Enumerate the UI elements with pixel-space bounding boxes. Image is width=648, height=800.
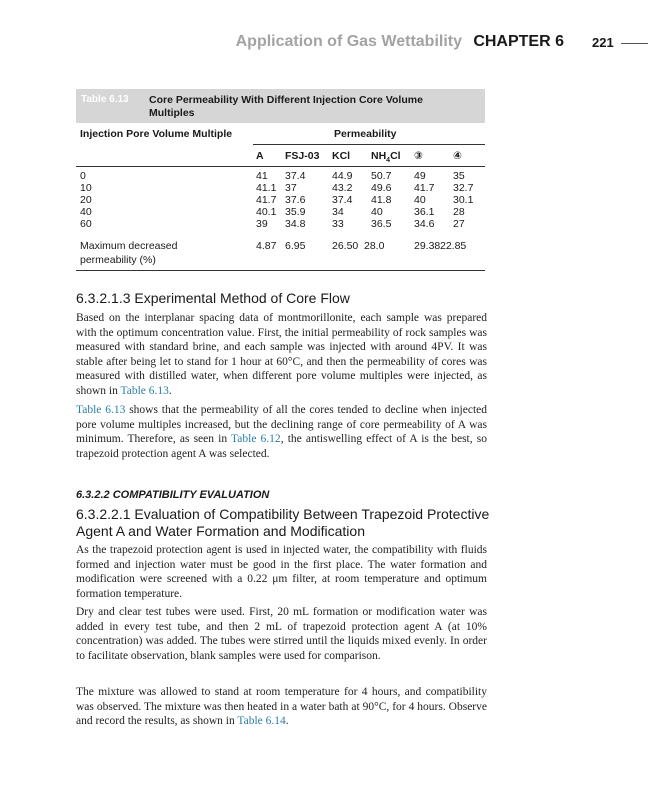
summary-label-1: Maximum decreased [80, 240, 178, 252]
row-2-a: 41.7 [256, 194, 277, 206]
paragraph-core-flow-result: Table 6.13 shows that the permeability of all the cores tended to decline when injected pore volume multiples increased, but the declining range of core permeability of A was minimum. Therefore, as seen in Table 6.12, the antiswelling effect of A is the best, so trapezoid protection agent A was selected. [76, 404, 487, 460]
col-header-a: A [256, 150, 264, 162]
row-0-c3: 49 [414, 170, 426, 182]
row-3-kcl: 34 [332, 206, 344, 218]
row-1-a: 41.1 [256, 182, 277, 194]
row-0-a: 41 [256, 170, 268, 182]
subsection-heading-compatibility: 6.3.2.2.1 Evaluation of Compatibility Between Trapezoid Protective Agent A and Water Formation and Modification [76, 506, 490, 539]
row-1-c4: 32.7 [453, 182, 474, 194]
col-header-fsj03: FSJ-03 [285, 150, 320, 162]
row-4-pv: 60 [80, 218, 92, 230]
row-1-nh4cl: 49.6 [371, 182, 392, 194]
group-rule [253, 144, 485, 145]
table-label: Table 6.13 [81, 94, 129, 105]
summary-kcl: 26.50 [332, 240, 359, 252]
row-1-pv: 10 [80, 182, 92, 194]
running-header [0, 33, 648, 53]
row-1-c3: 41.7 [414, 182, 435, 194]
col-header-injection: Injection Pore Volume Multiple [80, 128, 233, 140]
table-bottom-rule [76, 270, 485, 271]
row-2-c4: 30.1 [453, 194, 474, 206]
col-header-3: ③ [414, 150, 423, 162]
row-0-pv: 0 [80, 170, 86, 182]
row-2-pv: 20 [80, 194, 92, 206]
table-title: Core Permeability With Different Injection Core Volume Multiples [149, 94, 423, 119]
row-0-c4: 35 [453, 170, 465, 182]
row-2-nh4cl: 41.8 [371, 194, 392, 206]
row-4-c3: 34.6 [414, 218, 435, 230]
row-2-kcl: 37.4 [332, 194, 353, 206]
row-1-kcl: 43.2 [332, 182, 353, 194]
paragraph-observation: The mixture was allowed to stand at room temperature for 4 hours, and compatibility was observed. The mixture was then heated in a water bath at 90°C, for 4 hours. Observe and record the results, as shown in Table 6.14. [76, 686, 487, 728]
summary-c4: 22.85 [440, 240, 467, 252]
row-4-a: 39 [256, 218, 268, 230]
row-0-nh4cl: 50.7 [371, 170, 392, 182]
table-6-14-link[interactable]: Table 6.14 [237, 715, 286, 728]
row-3-nh4cl: 40 [371, 206, 383, 218]
running-title: Application of Gas Wettability [235, 33, 462, 50]
paragraph-core-flow-method: Based on the interplanar spacing data of montmorillonite, each sample was prepared with the optimum concentration value. First, the initial permeability of rock samples was measured with standard brine, and each sample was injected with around 4PV. It was stable after being let to stand for 1 hour at 60°C, and then the permeability of cores was measured with distilled water, when different pore volume multiples were injected, as shown in Table 6.13. [76, 312, 487, 397]
section-heading-compatibility: 6.3.2.2 COMPATIBILITY EVALUATION [76, 489, 270, 501]
col-header-permeability: Permeability [334, 128, 397, 140]
col-header-nh4cl: $NH_4Cl$ [371, 150, 401, 165]
row-0-kcl: 44.9 [332, 170, 353, 182]
row-2-c3: 40 [414, 194, 426, 206]
summary-fsj: 6.95 [285, 240, 306, 252]
summary-c3: 29.38 [414, 240, 441, 252]
row-4-c4: 27 [453, 218, 465, 230]
header-rule [76, 166, 485, 167]
row-4-fsj: 34.8 [285, 218, 306, 230]
summary-a: 4.87 [256, 240, 277, 252]
paragraph-compatibility-intro: As the trapezoid protection agent is used in injected water, the compatibility with fluids formed and injection water must be good in the first place. The water formation and modification were screened with a 0.22 μm filter, at room temperature and optimum formation temperature. [76, 544, 487, 600]
row-0-fsj: 37.4 [285, 170, 306, 182]
summary-label-2: permeability (%) [80, 254, 156, 266]
section-heading-core-flow: 6.3.2.1.3 Experimental Method of Core Flow [76, 290, 350, 306]
col-header-kcl: KCl [332, 150, 351, 162]
row-3-a: 40.1 [256, 206, 277, 218]
chapter-label: CHAPTER 6 [473, 33, 564, 50]
table-6-12-link[interactable]: Table 6.12 [231, 433, 281, 446]
header-rule [621, 43, 648, 44]
row-1-fsj: 37 [285, 182, 297, 194]
row-3-c3: 36.1 [414, 206, 435, 218]
row-4-nh4cl: 36.5 [371, 218, 392, 230]
col-header-4: ④ [453, 150, 462, 162]
row-3-fsj: 35.9 [285, 206, 306, 218]
row-3-c4: 28 [453, 206, 465, 218]
row-2-fsj: 37.6 [285, 194, 306, 206]
permeability-table [76, 123, 485, 271]
row-3-pv: 40 [80, 206, 92, 218]
table-6-13-link-2[interactable]: Table 6.13 [76, 404, 126, 416]
page-number: 221 [592, 35, 614, 50]
paragraph-test-procedure: Dry and clear test tubes were used. First, 20 mL formation or modification water was added in every test tube, and then 2 mL of trapezoid protection agent A (at 10% concentration) was added. The tubes were stirred until the liquids mixed evenly. In order to facilitate observation, blank samples were used for comparison. [76, 606, 487, 662]
table-caption [76, 89, 485, 123]
row-4-kcl: 33 [332, 218, 344, 230]
summary-nh4cl: 28.0 [364, 240, 385, 252]
table-6-13-link[interactable]: Table 6.13 [120, 384, 169, 397]
